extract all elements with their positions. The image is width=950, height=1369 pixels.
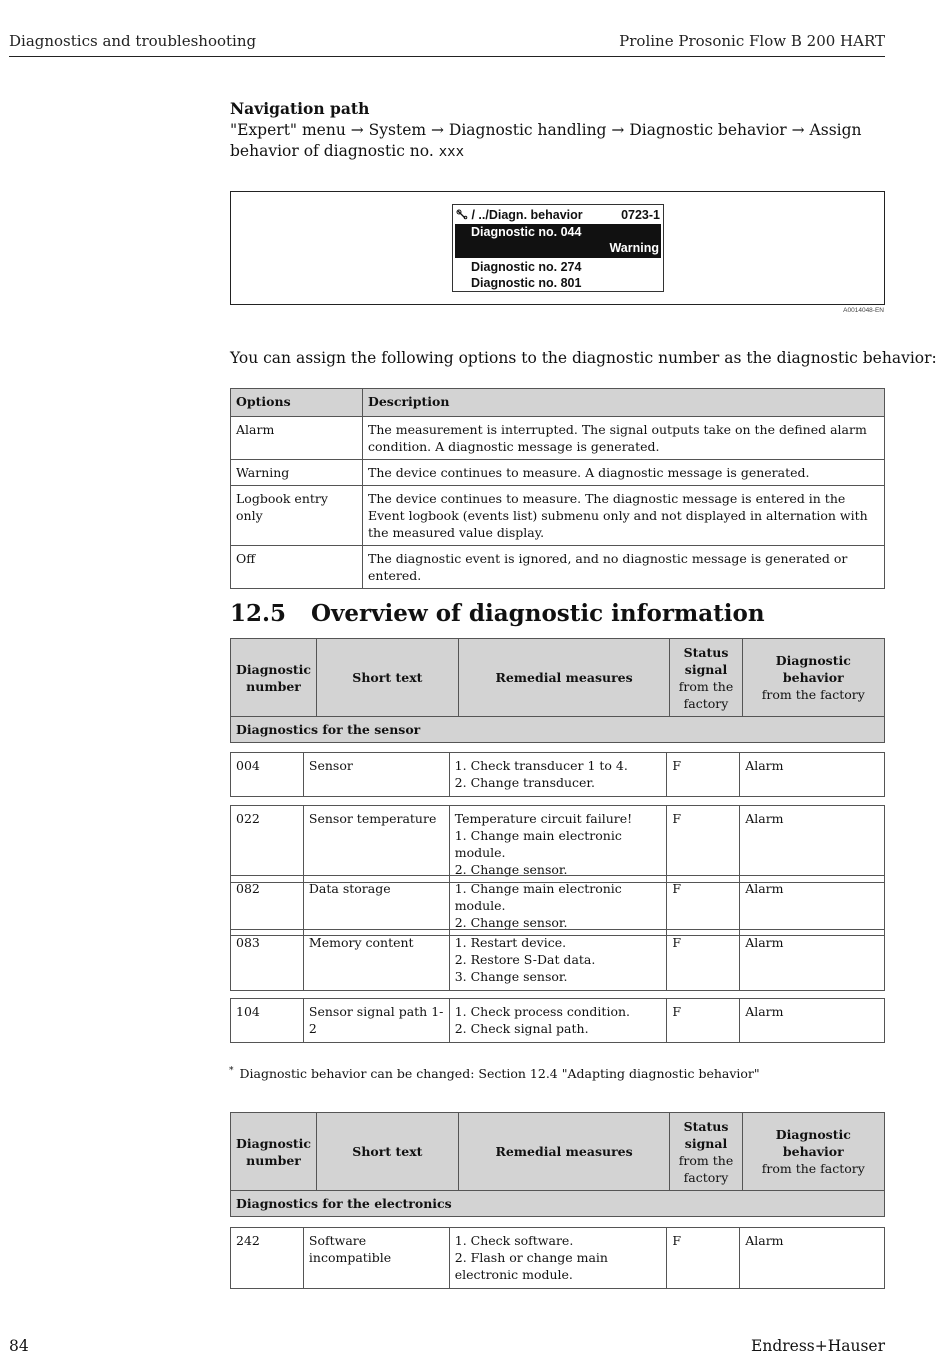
group-title-row <box>231 1191 885 1217</box>
diagnostic-behavior: Alarm <box>740 1228 885 1289</box>
display-selected-value: Warning <box>609 241 659 255</box>
electronics-diagnostics-header-table <box>230 1112 885 1217</box>
footer-brand: Endress+Hauser <box>751 1337 885 1355</box>
header-remedial-measures: Remedial measures <box>458 639 670 717</box>
option-description: The device continues to measure. The diagnostic message is entered in the Event logbook (events list) submenu only and not displayed in alternation with the measured value display. <box>363 486 885 546</box>
table-row <box>230 998 885 1043</box>
diagnostic-number: 022 <box>231 806 304 883</box>
options-header-row <box>231 389 885 417</box>
header-diagnostic-behavior <box>742 639 884 717</box>
option-name: Warning <box>231 460 363 486</box>
remedial-measures: 1. Check software. 2. Flash or change main electronic module. <box>449 1228 667 1289</box>
section-number: 12.5 <box>230 600 287 627</box>
status-signal: F <box>667 876 740 936</box>
option-description: The diagnostic event is ignored, and no diagnostic message is generated or entered. <box>363 546 885 589</box>
header-behavior-light: from the factory <box>761 1161 865 1176</box>
navigation-path <box>230 120 880 163</box>
section-title <box>230 600 765 627</box>
header-short-text: Short text <box>317 639 459 717</box>
footnote-text: Diagnostic behavior can be changed: Section 12.4 "Adapting diagnostic behavior" <box>239 1066 760 1082</box>
display-title-text: / ../Diagn. behavior <box>471 208 583 222</box>
navigation-path-text: "Expert" menu → System → Diagnostic handling → Diagnostic behavior → Assign behavior of diagnostic no. <box>230 121 862 160</box>
display-figure <box>230 191 885 305</box>
running-header-left: Diagnostics and troubleshooting <box>9 32 257 50</box>
diagnostic-number: 104 <box>231 999 304 1043</box>
header-status-signal <box>670 1113 742 1191</box>
short-text: Memory content <box>303 930 449 991</box>
page-number: 84 <box>9 1337 29 1355</box>
header-status-bold: Status signal <box>683 1118 729 1151</box>
diagnostic-number: 082 <box>231 876 304 936</box>
table-row <box>230 752 885 797</box>
remedial-measures: 1. Check process condition. 2. Check signal path. <box>449 999 667 1043</box>
diagnostic-behavior: Alarm <box>740 876 885 936</box>
options-table <box>230 388 885 589</box>
group-title: Diagnostics for the sensor <box>231 717 885 743</box>
status-signal: F <box>667 999 740 1043</box>
remedial-measures: 1. Check transducer 1 to 4. 2. Change transducer. <box>449 753 667 797</box>
table-row <box>230 875 885 936</box>
short-text: Data storage <box>303 876 449 936</box>
display-selected-item[interactable] <box>455 224 661 258</box>
wrench-icon <box>456 209 468 220</box>
option-name: Off <box>231 546 363 589</box>
option-description: The measurement is interrupted. The signal outputs take on the defined alarm condition. A diagnostic message is generated. <box>363 417 885 460</box>
header-status-light: from the factory <box>678 1152 734 1185</box>
remedial-measures: Temperature circuit failure! 1. Change main electronic module. 2. Change sensor. <box>449 806 667 883</box>
display-selected-label: Diagnostic no. 044 <box>471 225 582 239</box>
table-row <box>231 486 885 546</box>
header-status-signal <box>670 639 742 717</box>
table-row <box>231 546 885 589</box>
table-row <box>230 805 885 883</box>
table-row <box>231 460 885 486</box>
diagnostic-behavior: Alarm <box>740 806 885 883</box>
navigation-path-suffix: xxx <box>438 144 465 160</box>
option-name: Logbook entry only <box>231 486 363 546</box>
diagnostic-behavior: Alarm <box>740 999 885 1043</box>
running-header-right: Proline Prosonic Flow B 200 HART <box>619 32 885 50</box>
display-code: 0723-1 <box>621 208 660 222</box>
group-title: Diagnostics for the electronics <box>231 1191 885 1217</box>
option-name: Alarm <box>231 417 363 460</box>
options-header-description: Description <box>363 389 885 417</box>
navigation-path-heading: Navigation path <box>230 99 370 118</box>
header-status-light: from the factory <box>678 678 734 711</box>
status-signal: F <box>667 1228 740 1289</box>
footnote <box>229 1066 760 1081</box>
table-row <box>231 417 885 460</box>
header-diagnostic-number: Diagnostic number <box>231 639 317 717</box>
header-remedial-measures: Remedial measures <box>458 1113 670 1191</box>
option-description: The device continues to measure. A diagnostic message is generated. <box>363 460 885 486</box>
device-display <box>452 204 664 292</box>
short-text: Sensor <box>303 753 449 797</box>
header-rule <box>9 56 885 57</box>
header-short-text: Short text <box>317 1113 459 1191</box>
diagnostic-number: 083 <box>231 930 304 991</box>
header-behavior-bold: Diagnostic behavior <box>775 653 851 685</box>
remedial-measures: 1. Change main electronic module. 2. Change sensor. <box>449 876 667 936</box>
sensor-diagnostics-header-table <box>230 638 885 743</box>
status-signal: F <box>667 806 740 883</box>
header-behavior-bold: Diagnostic behavior <box>775 1127 851 1159</box>
header-diagnostic-number: Diagnostic number <box>231 1113 317 1191</box>
options-header-option: Options <box>231 389 363 417</box>
footnote-marker: * <box>229 1066 234 1076</box>
diagnostic-number: 242 <box>231 1228 304 1289</box>
diag-header-row <box>231 639 885 717</box>
diagnostic-behavior: Alarm <box>740 753 885 797</box>
status-signal: F <box>667 930 740 991</box>
display-title <box>456 207 583 223</box>
group-title-row <box>231 717 885 743</box>
display-item[interactable]: Diagnostic no. 274 <box>471 260 582 274</box>
display-header <box>453 206 663 222</box>
header-status-bold: Status signal <box>683 644 729 677</box>
header-diagnostic-behavior <box>742 1113 884 1191</box>
diagnostic-behavior: Alarm <box>740 930 885 991</box>
short-text: Sensor temperature <box>303 806 449 883</box>
diag-header-row <box>231 1113 885 1191</box>
remedial-measures: 1. Restart device. 2. Restore S-Dat data. 3. Change sensor. <box>449 930 667 991</box>
short-text: Sensor signal path 1-2 <box>303 999 449 1043</box>
table-row <box>230 929 885 991</box>
section-title-text: Overview of diagnostic information <box>311 600 765 627</box>
header-behavior-light: from the factory <box>761 687 865 702</box>
short-text: Software incompatible <box>303 1228 449 1289</box>
display-item[interactable]: Diagnostic no. 801 <box>471 276 582 290</box>
diagnostic-number: 004 <box>231 753 304 797</box>
table-row <box>230 1227 885 1289</box>
intro-paragraph: You can assign the following options to the diagnostic number as the diagnostic behavior: <box>230 349 937 367</box>
status-signal: F <box>667 753 740 797</box>
figure-id: A0014048-EN <box>843 307 884 314</box>
